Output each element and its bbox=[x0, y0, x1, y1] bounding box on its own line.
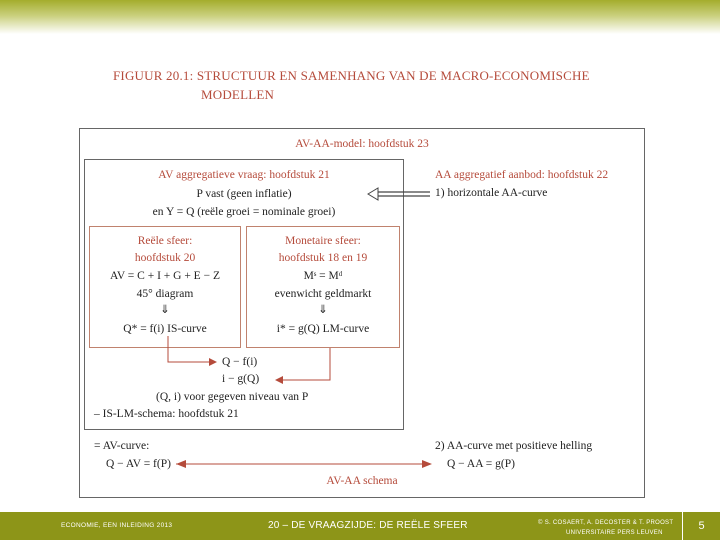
monetary-sphere-curve: i* = g(Q) LM-curve bbox=[276, 323, 370, 335]
real-sphere-equation: AV = C + I + G + E − Z bbox=[110, 270, 220, 282]
outer-box-title: AV-AA-model: hoofdstuk 23 bbox=[295, 138, 429, 150]
av-curve-line1: = AV-curve: bbox=[94, 440, 150, 452]
islm-line1: (Q, i) voor gegeven niveau van P bbox=[156, 391, 309, 403]
real-sphere-chapter: hoofdstuk 20 bbox=[134, 252, 196, 264]
av-box-title: AV aggregatieve vraag: hoofdstuk 21 bbox=[158, 169, 330, 181]
footer-book-title: ECONOMIE, EEN INLEIDING 2013 bbox=[61, 522, 173, 529]
aa-block-line3: Q − AA = g(P) bbox=[447, 458, 515, 470]
figure-title-line2: MODELLEN bbox=[201, 87, 275, 102]
footer-copyright bbox=[538, 518, 673, 538]
figure-title-line1: FIGUUR 20.1: STRUCTUUR EN SAMENHANG VAN DE MACRO-ECONOMISCHE bbox=[113, 68, 590, 83]
monetary-sphere-chapter: hoofdstuk 18 en 19 bbox=[278, 252, 368, 264]
real-sphere-curve: Q* = f(i) IS-curve bbox=[123, 323, 207, 335]
islm-equation-1: Q − f(i) bbox=[222, 356, 258, 368]
real-sphere-title: Reële sfeer: bbox=[137, 235, 193, 247]
slide-number: 5 bbox=[682, 512, 720, 540]
aa-block-line1: 1) horizontale AA-curve bbox=[435, 187, 548, 199]
real-sphere-arrow: ⇓ bbox=[160, 304, 170, 316]
footer-copyright-line2: UNIVERSITAIRE PERS LEUVEN bbox=[566, 530, 663, 536]
footer-chapter-title: 20 – DE VRAAGZIJDE: DE REËLE SFEER bbox=[268, 520, 468, 531]
monetary-sphere-equation: Mˢ = Mᵈ bbox=[303, 270, 343, 282]
footer-copyright-line1: © S. COSAERT, A. DECOSTER & T. PROOST bbox=[538, 520, 674, 526]
av-box-line1: P vast (geen inflatie) bbox=[196, 188, 292, 200]
islm-equation-2: i − g(Q) bbox=[222, 373, 260, 385]
monetary-sphere-arrow: ⇓ bbox=[318, 304, 328, 316]
aa-block-title: AA aggregatief aanbod: hoofdstuk 22 bbox=[435, 169, 609, 181]
real-sphere-diagram: 45° diagram bbox=[136, 288, 194, 300]
aa-block-line2: 2) AA-curve met positieve helling bbox=[435, 440, 593, 452]
footer-bar bbox=[0, 512, 720, 540]
monetary-sphere-equilibrium: evenwicht geldmarkt bbox=[274, 288, 372, 300]
av-box-line2: en Y = Q (reële groei = nominale groei) bbox=[152, 206, 336, 218]
av-aa-schema-label: AV-AA schema bbox=[326, 475, 398, 487]
monetary-sphere-title: Monetaire sfeer: bbox=[285, 235, 361, 247]
av-curve-line2: Q − AV = f(P) bbox=[106, 458, 171, 470]
islm-line2: – IS-LM-schema: hoofdstuk 21 bbox=[94, 408, 239, 420]
